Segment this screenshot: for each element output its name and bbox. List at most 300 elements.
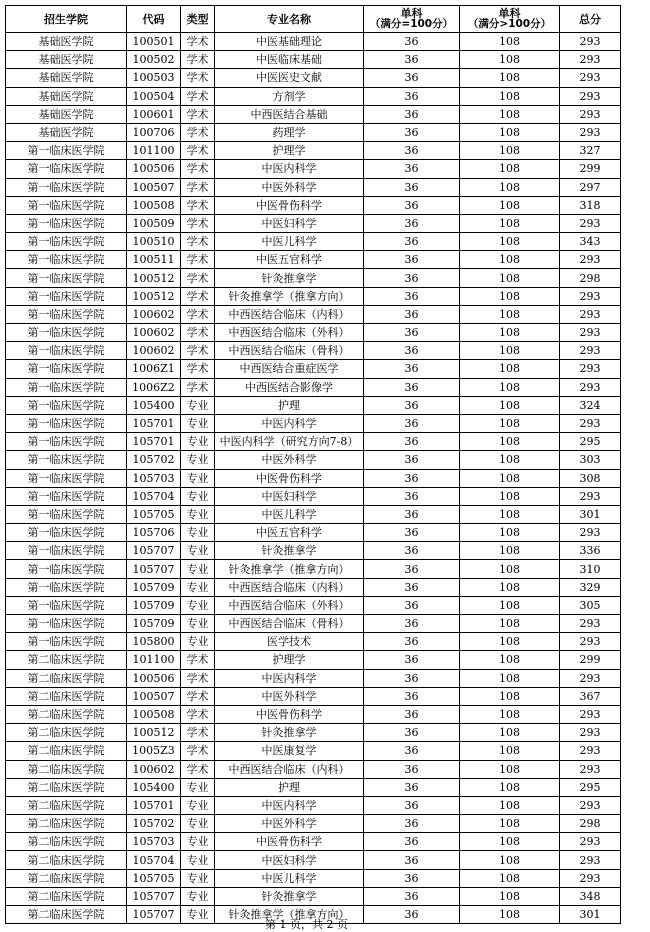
major-cell: 药理学	[215, 123, 364, 141]
college-cell: 第一临床医学院	[6, 505, 127, 523]
single-over-100-cell: 108	[460, 196, 560, 214]
college-cell: 第二临床医学院	[6, 687, 127, 705]
table-row	[6, 778, 621, 796]
type-cell: 学术	[181, 87, 215, 105]
college-cell: 第一临床医学院	[6, 414, 127, 432]
college-cell: 基础医学院	[6, 69, 127, 87]
major-cell: 中医外科学	[215, 178, 364, 196]
single-100-cell: 36	[364, 851, 460, 869]
code-cell: 105400	[127, 396, 181, 414]
single-over-100-cell: 108	[460, 33, 560, 51]
total-cell: 293	[560, 615, 621, 633]
table-row	[6, 51, 621, 69]
college-cell: 第一临床医学院	[6, 142, 127, 160]
college-cell: 第二临床医学院	[6, 705, 127, 723]
type-cell: 学术	[181, 705, 215, 723]
college-cell: 第二临床医学院	[6, 796, 127, 814]
major-cell: 医学技术	[215, 633, 364, 651]
type-cell: 学术	[181, 233, 215, 251]
code-cell: 100601	[127, 105, 181, 123]
major-cell: 中医外科学	[215, 451, 364, 469]
single-over-100-cell: 108	[460, 542, 560, 560]
table-row	[6, 615, 621, 633]
major-cell: 中西医结合重症医学	[215, 360, 364, 378]
major-cell: 中医妇科学	[215, 487, 364, 505]
single-over-100-cell: 108	[460, 287, 560, 305]
total-cell: 293	[560, 214, 621, 232]
total-cell: 297	[560, 178, 621, 196]
single-over-100-cell: 108	[460, 524, 560, 542]
code-cell: 105703	[127, 833, 181, 851]
total-cell: 293	[560, 251, 621, 269]
type-cell: 专业	[181, 451, 215, 469]
major-cell: 中医骨伤科学	[215, 833, 364, 851]
type-cell: 专业	[181, 615, 215, 633]
type-cell: 专业	[181, 778, 215, 796]
table-row	[6, 705, 621, 723]
table-row	[6, 433, 621, 451]
total-cell: 293	[560, 105, 621, 123]
header-code: 代码	[127, 6, 181, 33]
type-cell: 学术	[181, 360, 215, 378]
total-cell: 324	[560, 396, 621, 414]
major-cell: 中医骨伤科学	[215, 196, 364, 214]
total-cell: 293	[560, 51, 621, 69]
table-row	[6, 178, 621, 196]
total-cell: 301	[560, 906, 621, 924]
major-cell: 中医儿科学	[215, 869, 364, 887]
table-row	[6, 123, 621, 141]
type-cell: 专业	[181, 414, 215, 432]
table-row	[6, 760, 621, 778]
score-table	[5, 5, 621, 924]
single-over-100-cell: 108	[460, 578, 560, 596]
single-over-100-cell: 108	[460, 742, 560, 760]
single-100-cell: 36	[364, 87, 460, 105]
single-over-100-cell: 108	[460, 724, 560, 742]
total-cell: 293	[560, 724, 621, 742]
single-100-cell: 36	[364, 524, 460, 542]
total-cell: 293	[560, 87, 621, 105]
college-cell: 基础医学院	[6, 33, 127, 51]
single-100-cell: 36	[364, 433, 460, 451]
type-cell: 专业	[181, 560, 215, 578]
total-cell: 293	[560, 851, 621, 869]
table-row	[6, 742, 621, 760]
table-row	[6, 651, 621, 669]
table-row	[6, 269, 621, 287]
header-type: 类型	[181, 6, 215, 33]
single-100-cell: 36	[364, 51, 460, 69]
total-cell: 293	[560, 123, 621, 141]
table-row	[6, 724, 621, 742]
total-cell: 348	[560, 887, 621, 905]
code-cell: 1006Z2	[127, 378, 181, 396]
college-cell: 第二临床医学院	[6, 742, 127, 760]
single-over-100-cell: 108	[460, 305, 560, 323]
header-college: 招生学院	[6, 6, 127, 33]
single-100-cell: 36	[364, 669, 460, 687]
single-100-cell: 36	[364, 505, 460, 523]
total-cell: 293	[560, 869, 621, 887]
type-cell: 学术	[181, 251, 215, 269]
total-cell: 301	[560, 505, 621, 523]
table-row	[6, 869, 621, 887]
total-cell: 298	[560, 269, 621, 287]
table-row	[6, 214, 621, 232]
major-cell: 中医妇科学	[215, 214, 364, 232]
major-cell: 中医妇科学	[215, 851, 364, 869]
major-cell: 护理学	[215, 142, 364, 160]
single-over-100-cell: 108	[460, 69, 560, 87]
single-over-100-cell: 108	[460, 378, 560, 396]
total-cell: 336	[560, 542, 621, 560]
type-cell: 学术	[181, 69, 215, 87]
header-single-over-100-title: 单科	[498, 7, 521, 20]
single-100-cell: 36	[364, 542, 460, 560]
type-cell: 专业	[181, 469, 215, 487]
major-cell: 中医医史文献	[215, 69, 364, 87]
table-row	[6, 669, 621, 687]
single-100-cell: 36	[364, 251, 460, 269]
header-major: 专业名称	[215, 6, 364, 33]
code-cell: 100508	[127, 705, 181, 723]
code-cell: 105707	[127, 542, 181, 560]
table-body	[6, 33, 621, 924]
single-100-cell: 36	[364, 105, 460, 123]
college-cell: 第一临床医学院	[6, 287, 127, 305]
total-cell: 293	[560, 487, 621, 505]
college-cell: 第二临床医学院	[6, 887, 127, 905]
type-cell: 学术	[181, 33, 215, 51]
major-cell: 针灸推拿学	[215, 269, 364, 287]
major-cell: 中医外科学	[215, 687, 364, 705]
total-cell: 293	[560, 342, 621, 360]
total-cell: 293	[560, 742, 621, 760]
college-cell: 第一临床医学院	[6, 378, 127, 396]
college-cell: 第一临床医学院	[6, 160, 127, 178]
total-cell: 298	[560, 815, 621, 833]
total-cell: 295	[560, 433, 621, 451]
code-cell: 100502	[127, 51, 181, 69]
type-cell: 学术	[181, 123, 215, 141]
single-100-cell: 36	[364, 833, 460, 851]
type-cell: 专业	[181, 633, 215, 651]
total-cell: 293	[560, 378, 621, 396]
single-over-100-cell: 108	[460, 633, 560, 651]
code-cell: 105709	[127, 596, 181, 614]
type-cell: 学术	[181, 742, 215, 760]
single-over-100-cell: 108	[460, 414, 560, 432]
major-cell: 中医骨伤科学	[215, 705, 364, 723]
total-cell: 303	[560, 451, 621, 469]
table-row	[6, 251, 621, 269]
single-over-100-cell: 108	[460, 105, 560, 123]
type-cell: 专业	[181, 524, 215, 542]
table-row	[6, 851, 621, 869]
table-row	[6, 196, 621, 214]
type-cell: 专业	[181, 578, 215, 596]
table-row	[6, 360, 621, 378]
single-over-100-cell: 108	[460, 851, 560, 869]
code-cell: 105704	[127, 851, 181, 869]
code-cell: 100512	[127, 269, 181, 287]
total-cell: 293	[560, 69, 621, 87]
major-cell: 中西医结合临床（外科）	[215, 596, 364, 614]
total-cell: 293	[560, 760, 621, 778]
single-100-cell: 36	[364, 724, 460, 742]
total-cell: 293	[560, 633, 621, 651]
type-cell: 学术	[181, 214, 215, 232]
major-cell: 方剂学	[215, 87, 364, 105]
total-cell: 305	[560, 596, 621, 614]
header-total: 总分	[560, 6, 621, 33]
college-cell: 第一临床医学院	[6, 269, 127, 287]
single-over-100-cell: 108	[460, 815, 560, 833]
college-cell: 第一临床医学院	[6, 324, 127, 342]
single-over-100-cell: 108	[460, 396, 560, 414]
single-100-cell: 36	[364, 378, 460, 396]
header-single-100	[364, 6, 460, 33]
single-over-100-cell: 108	[460, 669, 560, 687]
total-cell: 308	[560, 469, 621, 487]
table-row	[6, 633, 621, 651]
single-100-cell: 36	[364, 778, 460, 796]
single-over-100-cell: 108	[460, 906, 560, 924]
single-over-100-cell: 108	[460, 87, 560, 105]
page-footer	[0, 918, 650, 931]
single-100-cell: 36	[364, 869, 460, 887]
single-100-cell: 36	[364, 560, 460, 578]
code-cell: 105704	[127, 487, 181, 505]
code-cell: 105800	[127, 633, 181, 651]
type-cell: 学术	[181, 724, 215, 742]
type-cell: 专业	[181, 596, 215, 614]
table-row	[6, 69, 621, 87]
single-100-cell: 36	[364, 214, 460, 232]
college-cell: 第一临床医学院	[6, 305, 127, 323]
single-100-cell: 36	[364, 469, 460, 487]
single-over-100-cell: 108	[460, 269, 560, 287]
total-cell: 293	[560, 324, 621, 342]
single-100-cell: 36	[364, 796, 460, 814]
type-cell: 学术	[181, 651, 215, 669]
major-cell: 护理	[215, 396, 364, 414]
code-cell: 100509	[127, 214, 181, 232]
single-over-100-cell: 108	[460, 51, 560, 69]
single-100-cell: 36	[364, 287, 460, 305]
single-over-100-cell: 108	[460, 705, 560, 723]
type-cell: 专业	[181, 869, 215, 887]
major-cell: 中医康复学	[215, 742, 364, 760]
code-cell: 100511	[127, 251, 181, 269]
college-cell: 基础医学院	[6, 105, 127, 123]
college-cell: 第一临床医学院	[6, 451, 127, 469]
single-over-100-cell: 108	[460, 487, 560, 505]
college-cell: 基础医学院	[6, 87, 127, 105]
major-cell: 针灸推拿学	[215, 724, 364, 742]
single-over-100-cell: 108	[460, 360, 560, 378]
total-cell: 293	[560, 833, 621, 851]
code-cell: 100504	[127, 87, 181, 105]
table-row	[6, 887, 621, 905]
code-cell: 105702	[127, 451, 181, 469]
table-row	[6, 524, 621, 542]
type-cell: 学术	[181, 760, 215, 778]
table-row	[6, 596, 621, 614]
table-row	[6, 815, 621, 833]
major-cell: 针灸推拿学	[215, 887, 364, 905]
single-100-cell: 36	[364, 305, 460, 323]
total-cell: 299	[560, 160, 621, 178]
single-100-cell: 36	[364, 615, 460, 633]
code-cell: 105707	[127, 887, 181, 905]
college-cell: 第二临床医学院	[6, 851, 127, 869]
single-over-100-cell: 108	[460, 178, 560, 196]
single-over-100-cell: 108	[460, 451, 560, 469]
single-over-100-cell: 108	[460, 142, 560, 160]
college-cell: 第一临床医学院	[6, 233, 127, 251]
code-cell: 100706	[127, 123, 181, 141]
code-cell: 101100	[127, 651, 181, 669]
major-cell: 中医骨伤科学	[215, 469, 364, 487]
single-over-100-cell: 108	[460, 251, 560, 269]
code-cell: 105707	[127, 560, 181, 578]
table-row	[6, 833, 621, 851]
total-cell: 295	[560, 778, 621, 796]
table-row	[6, 342, 621, 360]
type-cell: 学术	[181, 324, 215, 342]
major-cell: 中医内科学	[215, 160, 364, 178]
single-100-cell: 36	[364, 123, 460, 141]
type-cell: 专业	[181, 851, 215, 869]
code-cell: 100512	[127, 724, 181, 742]
total-cell: 293	[560, 414, 621, 432]
header-single-over-100-sub: （满分>100分）	[467, 18, 552, 30]
type-cell: 专业	[181, 542, 215, 560]
college-cell: 第一临床医学院	[6, 578, 127, 596]
single-100-cell: 36	[364, 178, 460, 196]
single-100-cell: 36	[364, 742, 460, 760]
college-cell: 第一临床医学院	[6, 560, 127, 578]
major-cell: 中西医结合临床（内科）	[215, 305, 364, 323]
code-cell: 105701	[127, 796, 181, 814]
major-cell: 针灸推拿学（推拿方向）	[215, 906, 364, 924]
total-cell: 293	[560, 305, 621, 323]
table-row	[6, 142, 621, 160]
college-cell: 第一临床医学院	[6, 214, 127, 232]
type-cell: 专业	[181, 396, 215, 414]
major-cell: 中医儿科学	[215, 505, 364, 523]
table-row	[6, 414, 621, 432]
major-cell: 中西医结合临床（骨科）	[215, 342, 364, 360]
type-cell: 学术	[181, 178, 215, 196]
table-row	[6, 451, 621, 469]
college-cell: 第二临床医学院	[6, 651, 127, 669]
table-row	[6, 505, 621, 523]
single-over-100-cell: 108	[460, 615, 560, 633]
code-cell: 100501	[127, 33, 181, 51]
type-cell: 学术	[181, 669, 215, 687]
major-cell: 针灸推拿学	[215, 542, 364, 560]
single-over-100-cell: 108	[460, 833, 560, 851]
total-cell: 293	[560, 360, 621, 378]
page-number-text: 第 1 页，共 2 页	[265, 918, 348, 931]
college-cell: 基础医学院	[6, 51, 127, 69]
major-cell: 中医基础理论	[215, 33, 364, 51]
single-100-cell: 36	[364, 451, 460, 469]
header-single-over-100	[460, 6, 560, 33]
type-cell: 学术	[181, 687, 215, 705]
single-100-cell: 36	[364, 69, 460, 87]
type-cell: 学术	[181, 269, 215, 287]
college-cell: 基础医学院	[6, 123, 127, 141]
type-cell: 学术	[181, 142, 215, 160]
single-100-cell: 36	[364, 414, 460, 432]
single-over-100-cell: 108	[460, 233, 560, 251]
single-over-100-cell: 108	[460, 160, 560, 178]
single-over-100-cell: 108	[460, 651, 560, 669]
table-row	[6, 105, 621, 123]
code-cell: 100506	[127, 160, 181, 178]
code-cell: 105705	[127, 869, 181, 887]
single-100-cell: 36	[364, 596, 460, 614]
college-cell: 第一临床医学院	[6, 469, 127, 487]
college-cell: 第二临床医学院	[6, 760, 127, 778]
major-cell: 中医内科学（研究方向7-8）	[215, 433, 364, 451]
single-100-cell: 36	[364, 160, 460, 178]
college-cell: 第二临床医学院	[6, 724, 127, 742]
type-cell: 专业	[181, 505, 215, 523]
code-cell: 100512	[127, 287, 181, 305]
single-100-cell: 36	[364, 196, 460, 214]
code-cell: 100602	[127, 324, 181, 342]
code-cell: 100508	[127, 196, 181, 214]
single-100-cell: 36	[364, 651, 460, 669]
type-cell: 专业	[181, 833, 215, 851]
code-cell: 100602	[127, 342, 181, 360]
single-100-cell: 36	[364, 705, 460, 723]
major-cell: 中医内科学	[215, 414, 364, 432]
college-cell: 第一临床医学院	[6, 542, 127, 560]
major-cell: 中医临床基础	[215, 51, 364, 69]
single-over-100-cell: 108	[460, 469, 560, 487]
single-over-100-cell: 108	[460, 687, 560, 705]
major-cell: 中医五官科学	[215, 524, 364, 542]
college-cell: 第一临床医学院	[6, 596, 127, 614]
single-100-cell: 36	[364, 633, 460, 651]
single-100-cell: 36	[364, 269, 460, 287]
type-cell: 学术	[181, 342, 215, 360]
single-over-100-cell: 108	[460, 778, 560, 796]
college-cell: 第一临床医学院	[6, 487, 127, 505]
type-cell: 学术	[181, 378, 215, 396]
single-over-100-cell: 108	[460, 505, 560, 523]
type-cell: 学术	[181, 305, 215, 323]
single-over-100-cell: 108	[460, 214, 560, 232]
total-cell: 293	[560, 287, 621, 305]
code-cell: 105400	[127, 778, 181, 796]
type-cell: 专业	[181, 433, 215, 451]
major-cell: 针灸推拿学（推拿方向）	[215, 560, 364, 578]
type-cell: 学术	[181, 51, 215, 69]
code-cell: 105703	[127, 469, 181, 487]
major-cell: 护理	[215, 778, 364, 796]
single-100-cell: 36	[364, 687, 460, 705]
major-cell: 中医五官科学	[215, 251, 364, 269]
total-cell: 318	[560, 196, 621, 214]
table-row	[6, 87, 621, 105]
